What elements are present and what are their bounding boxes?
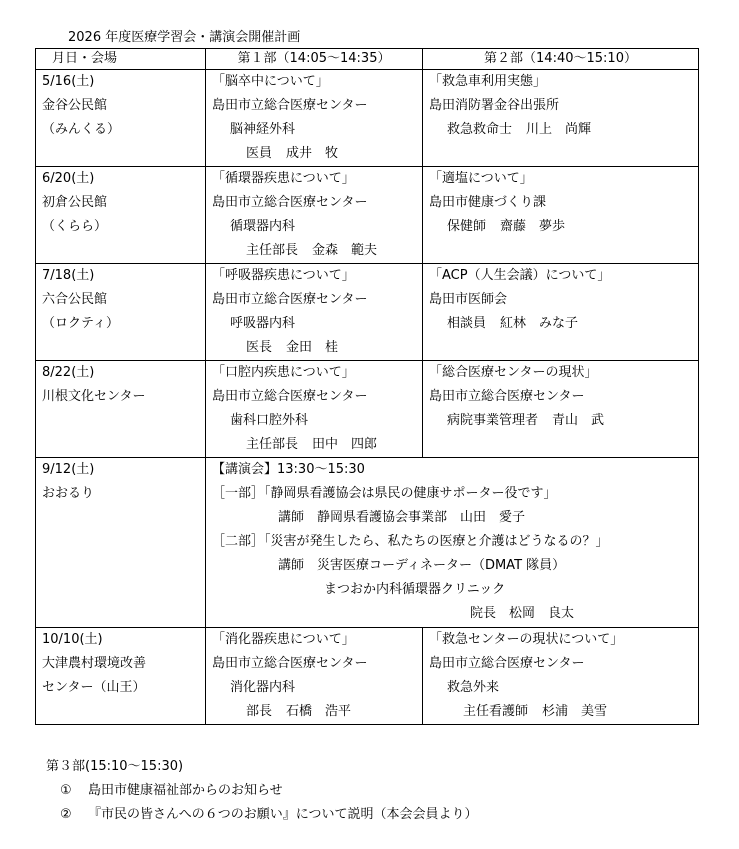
part2-role: 主任看護師 [463, 704, 529, 719]
event-date: 8/22(土) [42, 365, 95, 380]
header-part2: 第２部（14:40～15:10） [423, 49, 699, 70]
part1-topic: 「循環器疾患について」 [212, 171, 355, 186]
part2-topic: 「総合医療センターの現状」 [429, 365, 598, 380]
lecture-part2-name: 院長 松岡 良太 [470, 606, 575, 621]
table-row [36, 264, 699, 361]
lecture-cell [206, 458, 699, 628]
list-item [46, 779, 477, 803]
part1-dept: 歯科口腔外科 [230, 413, 309, 428]
date-venue-cell [36, 70, 206, 167]
part1-role: 医員 [246, 146, 273, 161]
venue-nickname: （くらら） [42, 219, 108, 234]
item-number: ① [60, 783, 72, 798]
table-row [36, 628, 699, 725]
part1-cell [206, 361, 423, 458]
part1-dept: 循環器内科 [230, 219, 296, 234]
part1-cell [206, 264, 423, 361]
part2-topic: 「ACP（人生会議）について」 [429, 268, 611, 283]
schedule-table [35, 48, 699, 725]
list-item [46, 803, 477, 827]
lecture-part2-title: ［二部］「災害が発生したら、私たちの医療と介護はどうなるの？」 [212, 534, 609, 549]
part1-cell [206, 167, 423, 264]
part2-role: 保健師 [447, 219, 487, 234]
part1-speaker: 金森 範夫 [312, 243, 378, 258]
part1-cell [206, 628, 423, 725]
venue-nickname: （ロクティ） [42, 316, 119, 331]
part3-heading: 第３部(15:10～15:30) [46, 759, 184, 774]
event-date: 9/12(土) [42, 462, 95, 477]
lecture-row [36, 458, 699, 628]
item-number: ② [60, 807, 72, 822]
part1-org: 島田市立総合医療センター [212, 98, 368, 113]
item-text: 『市民の皆さんへの６つのお願い』について説明（本会会員より） [88, 807, 478, 822]
part2-topic: 「救急車利用実態」 [429, 74, 547, 89]
event-date: 7/18(土) [42, 268, 95, 283]
part1-org: 島田市立総合医療センター [212, 656, 368, 671]
part2-cell [423, 264, 699, 361]
part1-role: 主任部長 [246, 243, 299, 258]
table-row [36, 70, 699, 167]
venue-name: 川根文化センター [42, 389, 146, 404]
lecture-part2-org: まつおか内科循環器クリニック [324, 582, 506, 597]
part2-org: 島田市医師会 [429, 292, 508, 307]
part1-role: 医長 [246, 340, 273, 355]
part2-org: 島田市立総合医療センター [429, 656, 585, 671]
lecture-part1-title: ［一部］「静岡県看護協会は県民の健康サポーター役です」 [212, 486, 557, 501]
part2-speaker: 齋藤 夢歩 [500, 219, 566, 234]
venue-nickname: （みんくる） [42, 122, 121, 137]
lecture-part1-speaker: 講師 静岡県看護協会事業部 山田 愛子 [278, 510, 526, 525]
part2-cell [423, 628, 699, 725]
part2-speaker: 杉浦 美雪 [542, 704, 608, 719]
part1-role: 部長 [246, 704, 273, 719]
date-venue-cell [36, 361, 206, 458]
event-date: 6/20(土) [42, 171, 95, 186]
part2-role: 救急救命士 [447, 122, 513, 137]
lecture-part2-speaker: 講師 災害医療コーディネーター（DMAT 隊員） [278, 558, 566, 573]
venue-name: 初倉公民館 [42, 195, 108, 210]
part2-speaker: 川上 尚輝 [526, 122, 592, 137]
part2-speaker: 紅林 みな子 [500, 316, 579, 331]
header-date-venue: 月日・会場 [36, 49, 206, 70]
part1-speaker: 田中 四郎 [312, 437, 378, 452]
part2-cell [423, 361, 699, 458]
part1-org: 島田市立総合医療センター [212, 389, 368, 404]
event-date: 10/10(土) [42, 632, 103, 647]
header-part1: 第１部（14:05～14:35） [206, 49, 423, 70]
part1-cell [206, 70, 423, 167]
part1-dept: 呼吸器内科 [230, 316, 296, 331]
part1-topic: 「消化器疾患について」 [212, 632, 355, 647]
part3-notes [46, 755, 477, 827]
part2-org: 島田市健康づくり課 [429, 195, 547, 210]
part1-org: 島田市立総合医療センター [212, 292, 368, 307]
venue-name: 金谷公民館 [42, 98, 108, 113]
part1-topic: 「呼吸器疾患について」 [212, 268, 355, 283]
table-row [36, 361, 699, 458]
venue-name: 大津農村環境改善 [42, 656, 147, 671]
lecture-heading: 【講演会】13:30～15:30 [212, 462, 365, 477]
part2-speaker: 青山 武 [552, 413, 605, 428]
part2-org: 島田消防署金谷出張所 [429, 98, 560, 113]
item-text: 島田市健康福祉部からのお知らせ [88, 783, 283, 798]
part1-speaker: 金田 桂 [286, 340, 339, 355]
part2-org: 島田市立総合医療センター [429, 389, 585, 404]
part2-role: 相談員 [447, 316, 487, 331]
part2-role: 病院事業管理者 [447, 413, 539, 428]
part1-topic: 「口腔内疾患について」 [212, 365, 355, 380]
part1-speaker: 石橋 浩平 [286, 704, 352, 719]
part1-role: 主任部長 [246, 437, 299, 452]
part1-org: 島田市立総合医療センター [212, 195, 368, 210]
venue-name: おおるり [42, 486, 95, 501]
document-title: 2026 年度医療学習会・講演会開催計画 [68, 30, 301, 45]
part2-topic: 「適塩について」 [429, 171, 533, 186]
venue-name: 六合公民館 [42, 292, 108, 307]
header-row [36, 49, 699, 70]
date-venue-cell [36, 628, 206, 725]
part1-dept: 消化器内科 [230, 680, 296, 695]
part2-topic: 「救急センターの現状について」 [429, 632, 624, 647]
part1-dept: 脳神経外科 [230, 122, 296, 137]
date-venue-cell [36, 167, 206, 264]
part2-cell [423, 70, 699, 167]
venue-nickname: センター（山王） [42, 680, 146, 695]
event-date: 5/16(土) [42, 74, 95, 89]
table-row [36, 167, 699, 264]
date-venue-cell [36, 458, 206, 628]
date-venue-cell [36, 264, 206, 361]
part1-topic: 「脳卒中について」 [212, 74, 329, 89]
part1-speaker: 成井 牧 [286, 146, 339, 161]
part2-dept: 救急外来 [447, 680, 500, 695]
part2-cell [423, 167, 699, 264]
